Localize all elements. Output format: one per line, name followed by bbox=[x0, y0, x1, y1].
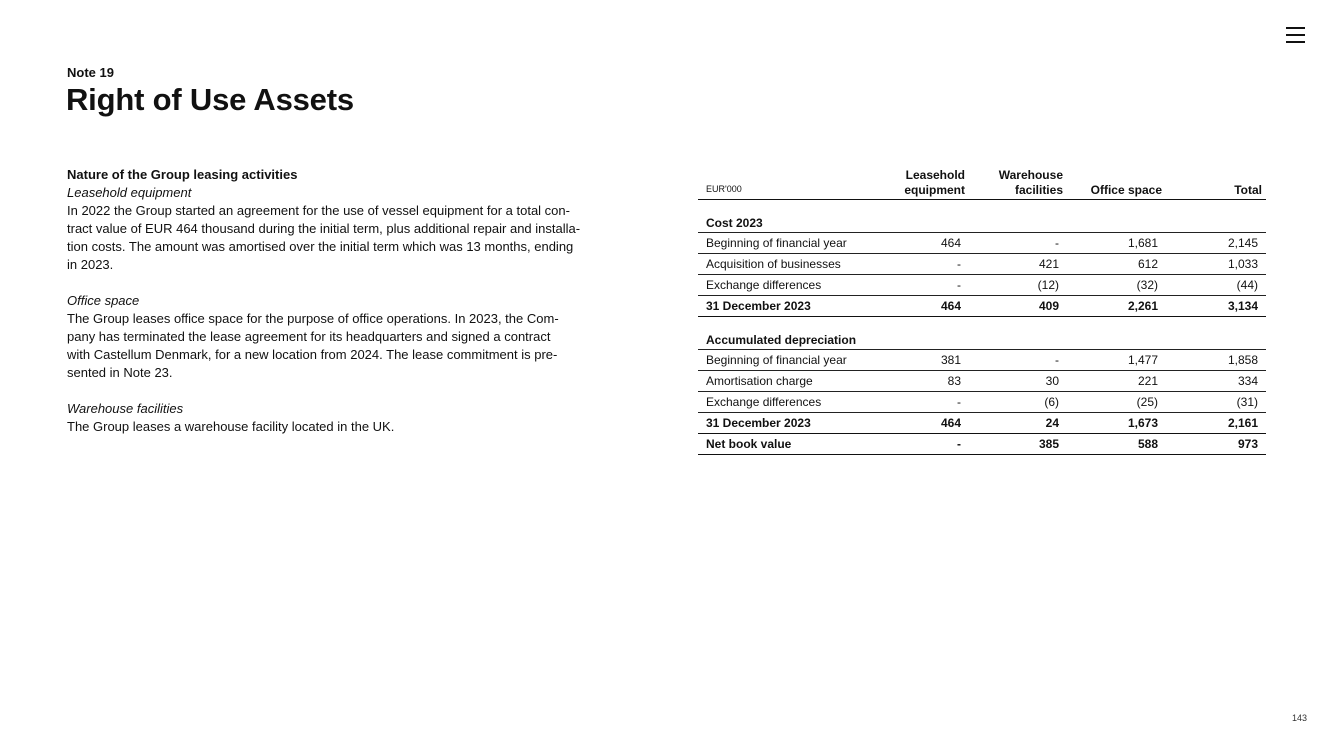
row-label: 31 December 2023 bbox=[698, 413, 875, 434]
col-header-warehouse: Warehouse facilities bbox=[969, 168, 1067, 200]
section-title: Accumulated depreciation bbox=[698, 317, 1266, 350]
cell: (31) bbox=[1166, 392, 1266, 413]
col-header-total: Total bbox=[1166, 168, 1266, 200]
row-label: Beginning of financial year bbox=[698, 233, 875, 254]
cell: 588 bbox=[1067, 434, 1166, 455]
paragraph-line: with Castellum Denmark, for a new location from 2024. The lease commitment is pre- bbox=[67, 347, 558, 362]
paragraph-line: tion costs. The amount was amortised over the initial term which was 13 months, ending bbox=[67, 239, 574, 254]
table-row bbox=[698, 350, 1266, 371]
cell: 30 bbox=[969, 371, 1067, 392]
section-heading: Nature of the Group leasing activities bbox=[67, 167, 298, 182]
subheading: Warehouse facilities bbox=[67, 401, 184, 416]
cell: 1,681 bbox=[1067, 233, 1166, 254]
row-label: Net book value bbox=[698, 434, 875, 455]
table-row bbox=[698, 233, 1266, 254]
subtotal-row bbox=[698, 413, 1266, 434]
subheading: Office space bbox=[67, 293, 140, 308]
cell: - bbox=[969, 350, 1067, 371]
cell: - bbox=[969, 233, 1067, 254]
row-label: 31 December 2023 bbox=[698, 296, 875, 317]
table-row bbox=[698, 275, 1266, 296]
menu-icon[interactable] bbox=[1286, 27, 1305, 44]
cell: (12) bbox=[969, 275, 1067, 296]
table-row bbox=[698, 371, 1266, 392]
paragraph-line: pany has terminated the lease agreement for its headquarters and signed a contract bbox=[67, 329, 551, 344]
leasehold-equipment-block bbox=[67, 184, 642, 274]
row-label: Beginning of financial year bbox=[698, 350, 875, 371]
leasing-activities-text bbox=[67, 166, 642, 454]
subheading: Leasehold equipment bbox=[67, 185, 192, 200]
cell: 464 bbox=[875, 413, 969, 434]
cell: 464 bbox=[875, 296, 969, 317]
row-label: Exchange differences bbox=[698, 275, 875, 296]
cell: - bbox=[875, 254, 969, 275]
cell: (44) bbox=[1166, 275, 1266, 296]
cell: 2,145 bbox=[1166, 233, 1266, 254]
note-label: Note 19 bbox=[67, 65, 114, 80]
cell: (6) bbox=[969, 392, 1067, 413]
cell: 381 bbox=[875, 350, 969, 371]
cell: 24 bbox=[969, 413, 1067, 434]
section-title-row bbox=[698, 317, 1266, 350]
page-number: 143 bbox=[1291, 713, 1307, 723]
cell: 3,134 bbox=[1166, 296, 1266, 317]
cell: 1,673 bbox=[1067, 413, 1166, 434]
cell: 973 bbox=[1166, 434, 1266, 455]
office-space-block bbox=[67, 292, 642, 382]
cell: - bbox=[875, 434, 969, 455]
table-row bbox=[698, 254, 1266, 275]
net-book-value-row bbox=[698, 434, 1266, 455]
cell: 2,161 bbox=[1166, 413, 1266, 434]
unit-label: EUR'000 bbox=[698, 168, 875, 200]
cell: 1,858 bbox=[1166, 350, 1266, 371]
table-row bbox=[698, 392, 1266, 413]
row-label: Acquisition of businesses bbox=[698, 254, 875, 275]
cell: 83 bbox=[875, 371, 969, 392]
cell: 421 bbox=[969, 254, 1067, 275]
paragraph-line: In 2022 the Group started an agreement for the use of vessel equipment for a total con- bbox=[67, 203, 570, 218]
cell: 334 bbox=[1166, 371, 1266, 392]
cell: - bbox=[875, 275, 969, 296]
cell: - bbox=[875, 392, 969, 413]
cell: 221 bbox=[1067, 371, 1166, 392]
col-header-leasehold: Leasehold equipment bbox=[875, 168, 969, 200]
paragraph-line: in 2023. bbox=[67, 257, 114, 272]
paragraph-line: The Group leases office space for the purpose of office operations. In 2023, the Com- bbox=[67, 311, 559, 326]
cell: (32) bbox=[1067, 275, 1166, 296]
row-label: Amortisation charge bbox=[698, 371, 875, 392]
paragraph-line: sented in Note 23. bbox=[67, 365, 173, 380]
paragraph-line: tract value of EUR 464 thousand during the initial term, plus additional repair and installa- bbox=[67, 221, 581, 236]
section-title: Cost 2023 bbox=[698, 200, 1266, 233]
cell: 612 bbox=[1067, 254, 1166, 275]
cell: 1,477 bbox=[1067, 350, 1166, 371]
cell: 1,033 bbox=[1166, 254, 1266, 275]
cell: 409 bbox=[969, 296, 1067, 317]
row-label: Exchange differences bbox=[698, 392, 875, 413]
cell: 2,261 bbox=[1067, 296, 1166, 317]
cell: 464 bbox=[875, 233, 969, 254]
cell: (25) bbox=[1067, 392, 1166, 413]
right-of-use-table bbox=[698, 168, 1266, 455]
warehouse-facilities-block bbox=[67, 400, 642, 436]
section-title-row bbox=[698, 200, 1266, 233]
col-header-office: Office space bbox=[1067, 168, 1166, 200]
subtotal-row bbox=[698, 296, 1266, 317]
paragraph-line: The Group leases a warehouse facility located in the UK. bbox=[67, 419, 395, 434]
page-title: Right of Use Assets bbox=[66, 82, 354, 117]
table-header-row bbox=[698, 168, 1266, 200]
cell: 385 bbox=[969, 434, 1067, 455]
